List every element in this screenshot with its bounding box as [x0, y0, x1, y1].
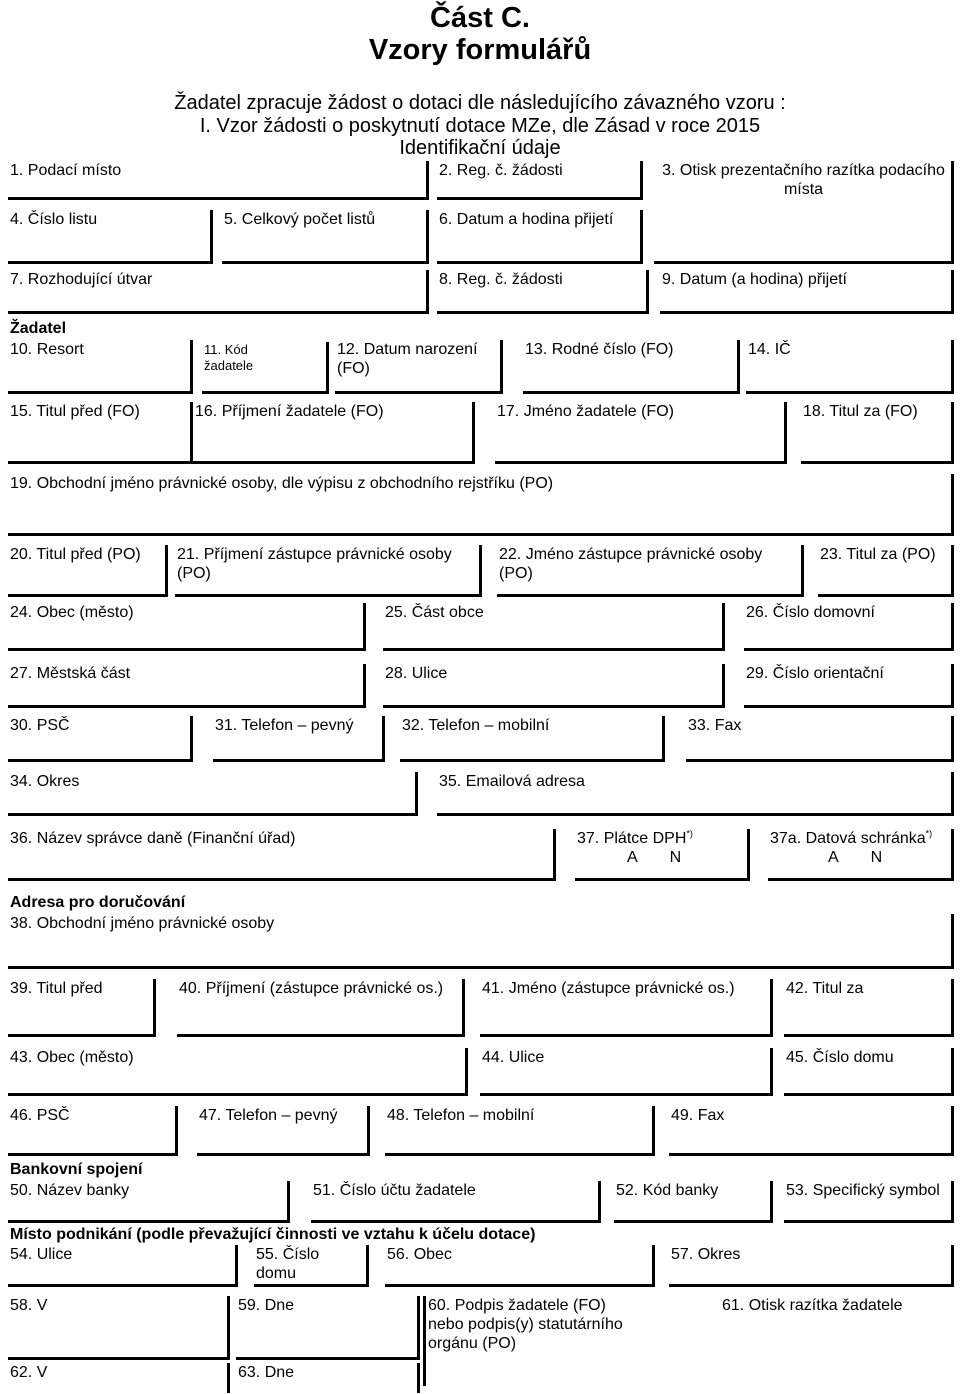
- field-titul-pred-fo[interactable]: [8, 402, 193, 464]
- field-jmeno-fo[interactable]: [495, 402, 787, 464]
- field-label: 18. Titul za (FO): [803, 403, 918, 420]
- field-datum-hodina[interactable]: [660, 270, 954, 314]
- field-label: 47. Telefon – pevný: [199, 1107, 338, 1124]
- field-rozhodujici-utvar[interactable]: [8, 270, 429, 314]
- field-podaci-misto[interactable]: [8, 161, 429, 200]
- ident-heading: Identifikační údaje: [399, 137, 561, 159]
- field-label: 56. Obec: [387, 1246, 452, 1263]
- field-label: 34. Okres: [10, 773, 80, 790]
- field-cislo-domu-dor[interactable]: [784, 1048, 954, 1096]
- field-label: 49. Fax: [671, 1107, 725, 1124]
- footnote-mark: *): [686, 828, 693, 839]
- field-label: 19. Obchodní jméno právnické osoby, dle výpisu z obchodního rejstříku (PO): [10, 475, 554, 492]
- field-titul-za-dor[interactable]: [784, 979, 954, 1037]
- field-podpis-zadatele[interactable]: [423, 1296, 693, 1386]
- option-n[interactable]: N: [669, 849, 682, 866]
- field-label: 36. Název správce daně (Finanční úřad): [10, 830, 296, 847]
- field-label: 31. Telefon – pevný: [215, 717, 354, 734]
- field-label: 21. Příjmení zástupce právnické osoby (PO): [177, 546, 452, 582]
- field-label: 17. Jméno žadatele (FO): [497, 403, 674, 420]
- field-label: 42. Titul za: [786, 980, 864, 997]
- field-obec-pod[interactable]: [385, 1245, 655, 1287]
- field-cislo-domovni[interactable]: [744, 603, 954, 651]
- field-label: 2. Reg. č. žádosti: [439, 162, 563, 179]
- field-label: 20. Titul před (PO): [10, 546, 141, 563]
- field-kod-zadatele[interactable]: [202, 342, 329, 394]
- field-ic[interactable]: [746, 340, 954, 394]
- field-telefon-pevny-dor[interactable]: [197, 1106, 370, 1156]
- field-telefon-pevny[interactable]: [213, 716, 385, 762]
- field-okres-pod[interactable]: [669, 1245, 954, 1287]
- field-cislo-orientacni[interactable]: [744, 664, 954, 708]
- field-label: 14. IČ: [748, 341, 791, 358]
- page-subtitle: Vzory formulářů: [368, 34, 592, 66]
- field-cislo-domu-pod[interactable]: [254, 1245, 369, 1287]
- option-n[interactable]: N: [870, 849, 883, 866]
- field-nazev-banky[interactable]: [8, 1181, 290, 1223]
- field-prijmeni-po[interactable]: [175, 545, 482, 597]
- field-label: 5. Celkový počet listů: [224, 211, 376, 228]
- field-label: 11. Kód žadatele: [204, 342, 254, 373]
- field-label: 13. Rodné číslo (FO): [525, 341, 674, 358]
- field-reg-cislo[interactable]: [437, 161, 643, 200]
- field-titul-pred-dor[interactable]: [8, 979, 156, 1037]
- field-label: 8. Reg. č. žádosti: [439, 271, 563, 288]
- intro-text: Žadatel zpracuje žádost o dotaci dle následujícího závazného vzoru :: [174, 92, 786, 114]
- field-label: 43. Obec (město): [10, 1049, 134, 1066]
- field-label: 7. Rozhodující útvar: [10, 271, 153, 288]
- field-label: 44. Ulice: [482, 1049, 545, 1066]
- field-label: 9. Datum (a hodina) přijetí: [662, 271, 847, 288]
- field-label: 6. Datum a hodina přijetí: [439, 211, 614, 228]
- field-label: 30. PSČ: [10, 717, 70, 734]
- field-cislo-listu[interactable]: [8, 210, 213, 264]
- field-obchodni-jmeno[interactable]: [8, 474, 954, 536]
- field-otisk-razitka-zadatele[interactable]: [720, 1296, 954, 1386]
- field-datum-podpisu-2[interactable]: [236, 1363, 420, 1393]
- field-label: 59. Dne: [238, 1297, 295, 1314]
- field-jmeno-po[interactable]: [497, 545, 804, 597]
- field-fax-dor[interactable]: [669, 1106, 954, 1156]
- section-bank: Bankovní spojení: [10, 1161, 143, 1178]
- field-okres[interactable]: [8, 772, 418, 816]
- field-rodne-cislo[interactable]: [523, 340, 740, 394]
- field-label: 58. V: [10, 1297, 48, 1314]
- field-label: 29. Číslo orientační: [746, 665, 884, 682]
- section-zadatel: Žadatel: [10, 320, 67, 337]
- field-label: 35. Emailová adresa: [439, 773, 585, 790]
- field-datum-prijeti[interactable]: [437, 210, 643, 264]
- field-label: 15. Titul před (FO): [10, 403, 140, 420]
- option-a[interactable]: A: [627, 849, 638, 866]
- field-label: 10. Resort: [10, 341, 84, 358]
- field-obec-dor[interactable]: [8, 1048, 468, 1096]
- field-label: 22. Jméno zástupce právnické osoby (PO): [499, 546, 763, 582]
- field-label: 26. Číslo domovní: [746, 604, 875, 621]
- field-label: 33. Fax: [688, 717, 742, 734]
- field-label: 51. Číslo účtu žadatele: [313, 1182, 476, 1199]
- field-email[interactable]: [437, 772, 954, 816]
- field-label: 53. Specifický symbol: [786, 1182, 940, 1199]
- field-label: 23. Titul za (PO): [820, 546, 936, 563]
- field-cast-obce[interactable]: [383, 603, 725, 651]
- field-misto-podpisu[interactable]: [8, 1296, 230, 1360]
- field-datum-narozeni[interactable]: [335, 340, 503, 394]
- field-label: 45. Číslo domu: [786, 1049, 894, 1066]
- field-telefon-mobilni[interactable]: [400, 716, 665, 762]
- field-ulice-pod[interactable]: [8, 1245, 238, 1287]
- field-label: 25. Část obce: [385, 604, 484, 621]
- field-label: 48. Telefon – mobilní: [387, 1107, 535, 1124]
- field-label: 55. Číslo domu: [256, 1246, 320, 1282]
- field-obec[interactable]: [8, 603, 366, 651]
- field-fax[interactable]: [686, 716, 954, 762]
- field-datova-schranka[interactable]: [768, 829, 954, 881]
- field-label: 50. Název banky: [10, 1182, 130, 1199]
- field-label: 41. Jméno (zástupce právnické os.): [482, 980, 735, 997]
- field-label: 61. Otisk razítka žadatele: [722, 1297, 903, 1314]
- field-resort[interactable]: [8, 340, 193, 394]
- field-reg-cislo-2[interactable]: [437, 270, 649, 314]
- section-adresa: Adresa pro doručování: [10, 894, 186, 911]
- field-label: 24. Obec (město): [10, 604, 134, 621]
- field-platce-dph[interactable]: [575, 829, 750, 881]
- field-label: 39. Titul před: [10, 980, 103, 997]
- field-jmeno-dor[interactable]: [480, 979, 773, 1037]
- field-titul-pred-po[interactable]: [8, 545, 168, 597]
- field-label: 46. PSČ: [10, 1107, 70, 1124]
- field-label: 27. Městská část: [10, 665, 131, 682]
- field-datum-podpisu[interactable]: [236, 1296, 420, 1360]
- field-telefon-mobilni-dor[interactable]: [385, 1106, 655, 1156]
- field-prijmeni-fo[interactable]: [193, 402, 475, 464]
- field-label: 12. Datum narození (FO): [337, 341, 478, 377]
- field-prijmeni-dor[interactable]: [177, 979, 465, 1037]
- form-title: I. Vzor žádosti o poskytnutí dotace MZe, dle Zásad v roce 2015: [199, 115, 761, 137]
- page-title: Část C.: [430, 2, 530, 34]
- field-psc-dor[interactable]: [8, 1106, 178, 1156]
- field-label: 28. Ulice: [385, 665, 448, 682]
- field-label: 32. Telefon – mobilní: [402, 717, 550, 734]
- field-ulice-dor[interactable]: [480, 1048, 773, 1096]
- field-titul-za-fo[interactable]: [801, 402, 954, 464]
- section-misto-podnikani: Místo podnikání (podle převažující činnosti ve vztahu k účelu dotace): [10, 1226, 536, 1243]
- field-cislo-uctu[interactable]: [311, 1181, 601, 1223]
- field-otisk-razitka[interactable]: [654, 161, 954, 264]
- field-label: 4. Číslo listu: [10, 211, 98, 228]
- field-label: 3. Otisk prezentačního razítka podacího místa: [662, 162, 945, 198]
- field-label: 60. Podpis žadatele (FO) nebo podpis(y) statutárního orgánu (PO): [428, 1297, 623, 1352]
- field-ulice[interactable]: [383, 664, 725, 708]
- field-label: 57. Okres: [671, 1246, 741, 1263]
- field-label: 40. Příjmení (zástupce právnické os.): [179, 980, 444, 997]
- field-label: 1. Podací místo: [10, 162, 122, 179]
- field-misto-podpisu-2[interactable]: [8, 1363, 230, 1393]
- field-label: 37a. Datová schránka: [770, 830, 926, 847]
- field-specificky-symbol[interactable]: [784, 1181, 954, 1223]
- field-label: 38. Obchodní jméno právnické osoby: [10, 915, 275, 932]
- field-psc[interactable]: [8, 716, 193, 762]
- option-a[interactable]: A: [828, 849, 839, 866]
- footnote-mark: *): [925, 828, 933, 839]
- field-label: 62. V: [10, 1364, 48, 1381]
- field-label: 52. Kód banky: [616, 1182, 719, 1199]
- field-kod-banky[interactable]: [614, 1181, 773, 1223]
- field-label: 63. Dne: [238, 1364, 295, 1381]
- field-mestska-cast[interactable]: [8, 664, 366, 708]
- field-pocet-listu[interactable]: [222, 210, 429, 264]
- field-label: 54. Ulice: [10, 1246, 73, 1263]
- field-titul-za-po[interactable]: [818, 545, 954, 597]
- field-label: 16. Příjmení žadatele (FO): [195, 403, 384, 420]
- field-spravce-dane[interactable]: [8, 829, 556, 881]
- field-obchodni-jmeno-dor[interactable]: [8, 914, 954, 969]
- field-label: 37. Plátce DPH: [577, 830, 687, 847]
